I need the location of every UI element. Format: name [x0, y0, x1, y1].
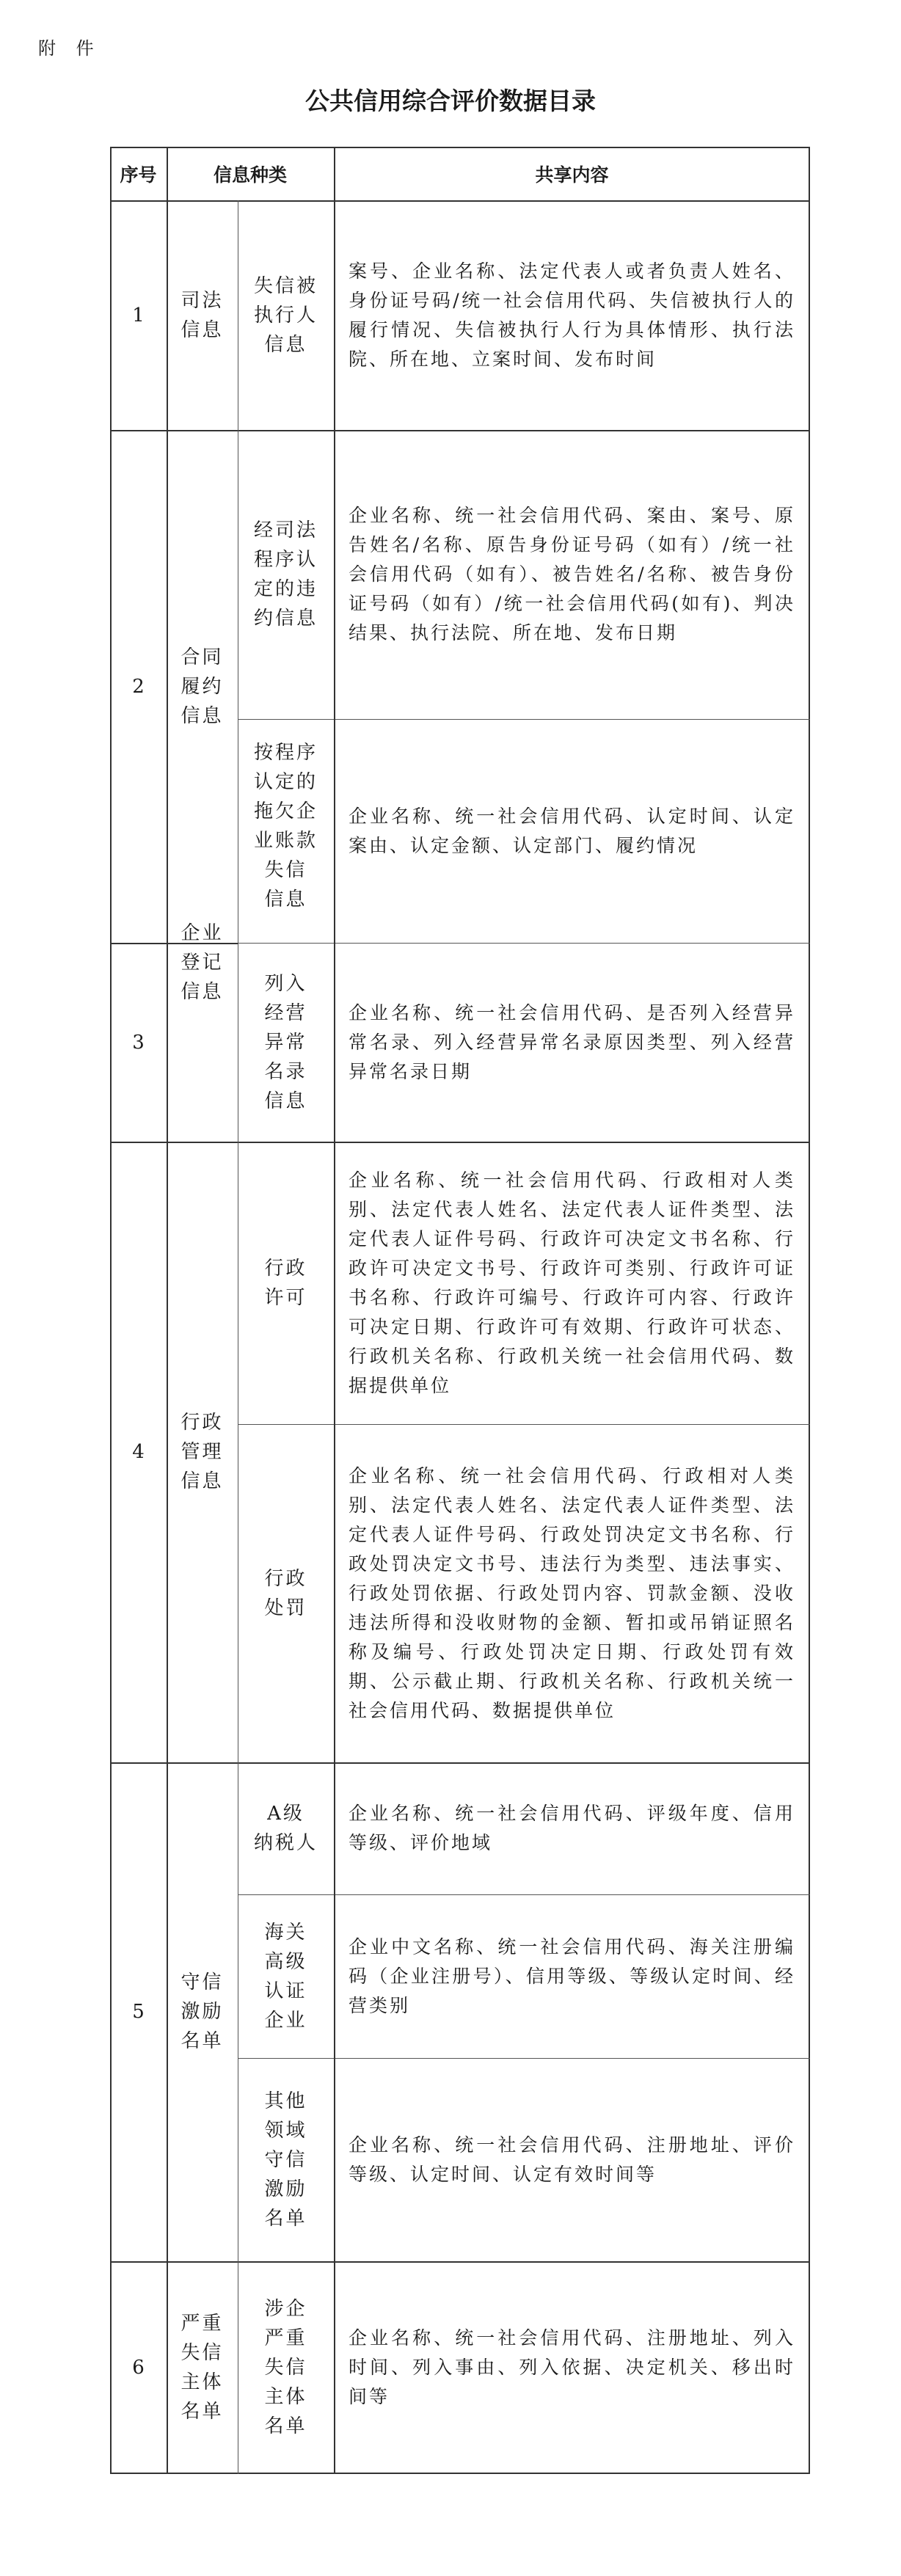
row-content: 企业名称、统一社会信用代码、是否列入经营异常名录、列入经营异常名录原因类型、列入经营异常名录日期 [349, 1001, 795, 1082]
row-subtype: 失信被 执行人 信息 [253, 274, 318, 356]
row-subtype: 行政 处罚 [264, 1567, 307, 1619]
row-subtype: 涉企 严重 失信 主体 名单 [264, 2298, 307, 2437]
row-category: 司法 信息 [180, 289, 224, 341]
row-content: 企业名称、统一社会信用代码、案由、案号、原告姓名/名称、原告身份证号码（如有）/统一社会信用代码（如有）、被告姓名/名称、被告身份证号码（如有）/统一社会信用代码(如有)、判决结果、执行法院、所在地、发布日期 [349, 505, 795, 643]
row-seq: 3 [132, 1031, 145, 1054]
row-content: 企业名称、统一社会信用代码、评级年度、信用等级、评价地域 [349, 1803, 795, 1853]
row-category: 行政 管理 信息 [180, 1412, 224, 1492]
row-content: 企业名称、统一社会信用代码、行政相对人类别、法定代表人姓名、法定代表人证件类型、法定代表人证件号码、行政许可决定文书名称、行政许可决定文书号、行政许可类别、行政许可证书名称、行政许可编号、行政许可内容、行政许可决定日期、行政许可有效期、行政许可状态、行政机关名称、行政机关统一社会信用代码、数据提供单位 [349, 1169, 795, 1396]
row-content: 企业名称、统一社会信用代码、注册地址、列入时间、列入事由、列入依据、决定机关、移出时间等 [349, 2327, 795, 2407]
row-subtype: 海关 高级 认证 企业 [264, 1921, 307, 2032]
row-category: 企业 登记 信息 [180, 922, 224, 1003]
row-content: 企业名称、统一社会信用代码、注册地址、评价等级、认定时间、认定有效时间等 [349, 2134, 795, 2185]
row-content: 企业中文名称、统一社会信用代码、海关注册编码（企业注册号）、信用等级、等级认定时间、经营类别 [349, 1935, 795, 2016]
header-content: 共享内容 [535, 164, 609, 186]
row-subtype: 其他 领域 守信 激励 名单 [264, 2090, 307, 2230]
header-seq: 序号 [120, 164, 157, 186]
row-content: 企业名称、统一社会信用代码、认定时间、认定案由、认定金额、认定部门、履约情况 [349, 805, 795, 856]
row-seq: 1 [132, 304, 145, 326]
row-subtype: 列入 经营 异常 名录 信息 [264, 972, 307, 1112]
attachment-label: 附 件 [38, 38, 101, 59]
row-subtype: 按程序 认定的 拖欠企 业账款 失信 信息 [253, 742, 318, 911]
row-seq: 5 [132, 2001, 145, 2023]
row-category: 严重 失信 主体 名单 [180, 2313, 224, 2423]
row-seq: 2 [132, 675, 145, 698]
row-subtype: A级 纳税人 [253, 1803, 318, 1854]
row-subtype: 经司法 程序认 定的违 约信息 [253, 519, 318, 630]
row-seq: 4 [132, 1441, 145, 1463]
header-type: 信息种类 [213, 164, 287, 186]
row-seq: 6 [132, 2357, 145, 2379]
page-title: 公共信用综合评价数据目录 [305, 87, 596, 115]
row-content: 案号、企业名称、法定代表人或者负责人姓名、身份证号码/统一社会信用代码、失信被执行人的履行情况、失信被执行人行为具体情形、执行法院、所在地、立案时间、发布时间 [349, 260, 795, 370]
row-subtype: 行政 许可 [264, 1257, 307, 1309]
row-category: 守信 激励 名单 [180, 1971, 224, 2052]
row-content: 企业名称、统一社会信用代码、行政相对人类别、法定代表人姓名、法定代表人证件类型、法定代表人证件号码、行政处罚决定文书名称、行政处罚决定文书号、违法行为类型、违法事实、行政处罚依据、行政处罚内容、罚款金额、没收违法所得和没收财物的金额、暂扣或吊销证照名称及编号、行政处罚决定日期、行政处罚有效期、公示截止期、行政机关名称、行政机关统一社会信用代码、数据提供单位 [349, 1464, 795, 1721]
row-category: 合同 履约 信息 [180, 646, 224, 727]
